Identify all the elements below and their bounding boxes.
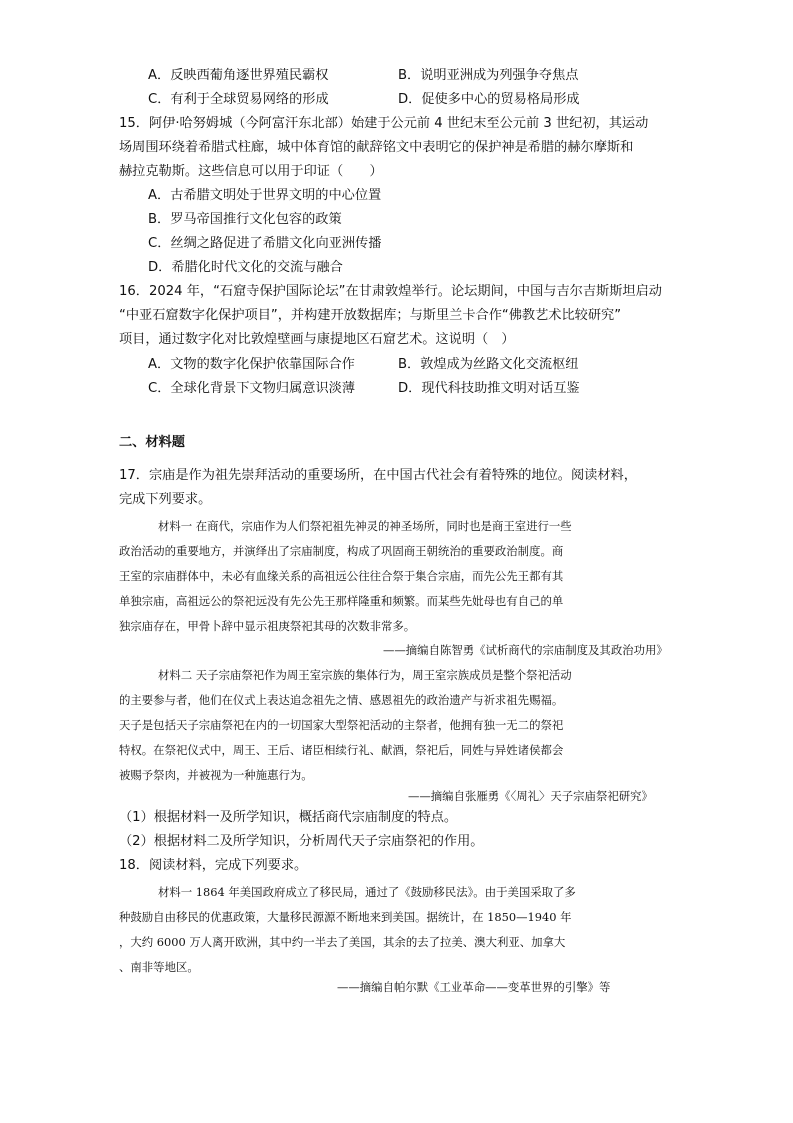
q16-option-b: B．敦煌成为丝路文化交流枢纽 xyxy=(398,357,579,372)
q14-option-c: C．有利于全球贸易网络的形成 xyxy=(148,92,329,107)
q14-option-b: B．说明亚洲成为列强争夺焦点 xyxy=(398,68,579,83)
q16-option-d: D．现代科技助推文明对话互鉴 xyxy=(398,381,580,396)
q16-option-a: A．文物的数字化保护依靠国际合作 xyxy=(148,357,355,372)
q17-intro-line: 17．宗庙是作为祖先崇拜活动的重要场所，在中国古代社会有着特殊的地位。阅读材料， xyxy=(119,468,637,483)
q16-stem-line: 16．2024 年，“石窟寺保护国际论坛”在甘肃敦煌举行。论坛期间，中国与吉尔吉斯斯坦启动 xyxy=(119,284,662,299)
q17-question-1: （1）根据材料一及所学知识，概括商代宗庙制度的特点。 xyxy=(119,810,458,825)
q16-stem-line: “中亚石窟数字化保护项目”，并构建开放数据库；与斯里兰卡合作“佛教艺术比较研究” xyxy=(119,308,622,323)
q17-material-1-line: 王室的宗庙群体中，未必有血缘关系的高祖远公往往合祭于集合宗庙，而先公先王都有其 xyxy=(119,569,564,583)
q17-question-2: （2）根据材料二及所学知识，分析周代天子宗庙祭祀的作用。 xyxy=(119,834,484,849)
q17-material-2-line: 特权。在祭祀仪式中，周王、王后、诸臣相续行礼、献酒，祭祀后，同姓与异姓诸侯都会 xyxy=(119,743,564,757)
q15-option-b: B．罗马帝国推行文化包容的政策 xyxy=(148,212,342,227)
q17-material-1-line: 单独宗庙，高祖远公的祭祀远没有先公先王那样隆重和频繁。而某些先妣母也有自己的单 xyxy=(119,594,564,608)
q14-option-d: D．促使多中心的贸易格局形成 xyxy=(398,92,580,107)
q15-option-a: A．古希腊文明处于世界文明的中心位置 xyxy=(148,188,382,203)
q15-stem-line: 赫拉克勒斯。这些信息可以用于印证（ ） xyxy=(119,164,383,179)
q17-material-2-line: 天子是包括天子宗庙祭祀在内的一切国家大型祭祀活动的主祭者，他拥有独一无二的祭祀 xyxy=(119,718,564,732)
q18-material-1-line: ，大约 6000 万人离开欧洲，其中约一半去了美国，其余的去了拉美、澳大利亚、加拿大 xyxy=(119,935,566,949)
q17-material-2-line: 的主要参与者，他们在仪式上表达追念祖先之情、感恩祖先的政治遗产与祈求祖先赐福。 xyxy=(119,693,564,707)
q15-stem-line: 场周围环绕着希腊式柱廊，城中体育馆的献辞铭文中表明它的保护神是希腊的赫尔摩斯和 xyxy=(119,140,634,155)
q17-material-2-line: 材料二 天子宗庙祭祀作为周王室宗族的集体行为，周王室宗族成员是整个祭祀活动 xyxy=(158,668,572,682)
q15-option-c: C．丝绸之路促进了希腊文化向亚洲传播 xyxy=(148,236,382,251)
q15-option-d: D．希腊化时代文化的交流与融合 xyxy=(148,260,343,275)
q18-material-1-line: 材料一 1864 年美国政府成立了移民局，通过了《鼓励移民法》。由于美国采取了多 xyxy=(158,885,576,899)
q14-option-a: A．反映西葡角逐世界殖民霸权 xyxy=(148,68,329,83)
q17-material-1-line: 材料一 在商代，宗庙作为人们祭祀祖先神灵的神圣场所，同时也是商王室进行一些 xyxy=(158,519,572,533)
q17-material-2-line: 被赐予祭肉，并被视为一种施惠行为。 xyxy=(119,768,313,782)
section-title: 二、材料题 xyxy=(119,435,185,450)
q18-material-1-line: 、南非等地区。 xyxy=(119,960,199,974)
q17-intro-line: 完成下列要求。 xyxy=(119,492,212,507)
q18-material-1-line: 种鼓励自由移民的优惠政策，大量移民源源不断地来到美国。据统计，在 1850—1940 年 xyxy=(119,910,572,924)
q17-material-1-line: 政治活动的重要地方，并演绎出了宗庙制度，构成了巩固商王朝统治的重要政治制度。商 xyxy=(119,544,564,558)
q16-option-c: C．全球化背景下文物归属意识淡薄 xyxy=(148,381,356,396)
q18-source-1: ——摘编自帕尔默《工业革命——变革世界的引擎》等 xyxy=(337,980,611,994)
q17-source-2: ——摘编自张雁勇《〈周礼〉天子宗庙祭祀研究》 xyxy=(408,789,653,803)
q17-material-1-line: 独宗庙存在，甲骨卜辞中显示祖庚祭祀其母的次数非常多。 xyxy=(119,619,416,633)
q16-stem-line: 项目，通过数字化对比敦煌壁画与康提地区石窟艺术。这说明（ ） xyxy=(119,332,515,347)
q15-stem-line: 15．阿伊·哈努姆城（今阿富汗东北部）始建于公元前 4 世纪末至公元前 3 世纪初，其运动 xyxy=(119,116,649,131)
q18-intro: 18．阅读材料，完成下列要求。 xyxy=(119,858,308,873)
q17-source-1: ——摘编自陈智勇《试析商代的宗庙制度及其政治功用》 xyxy=(383,643,668,657)
